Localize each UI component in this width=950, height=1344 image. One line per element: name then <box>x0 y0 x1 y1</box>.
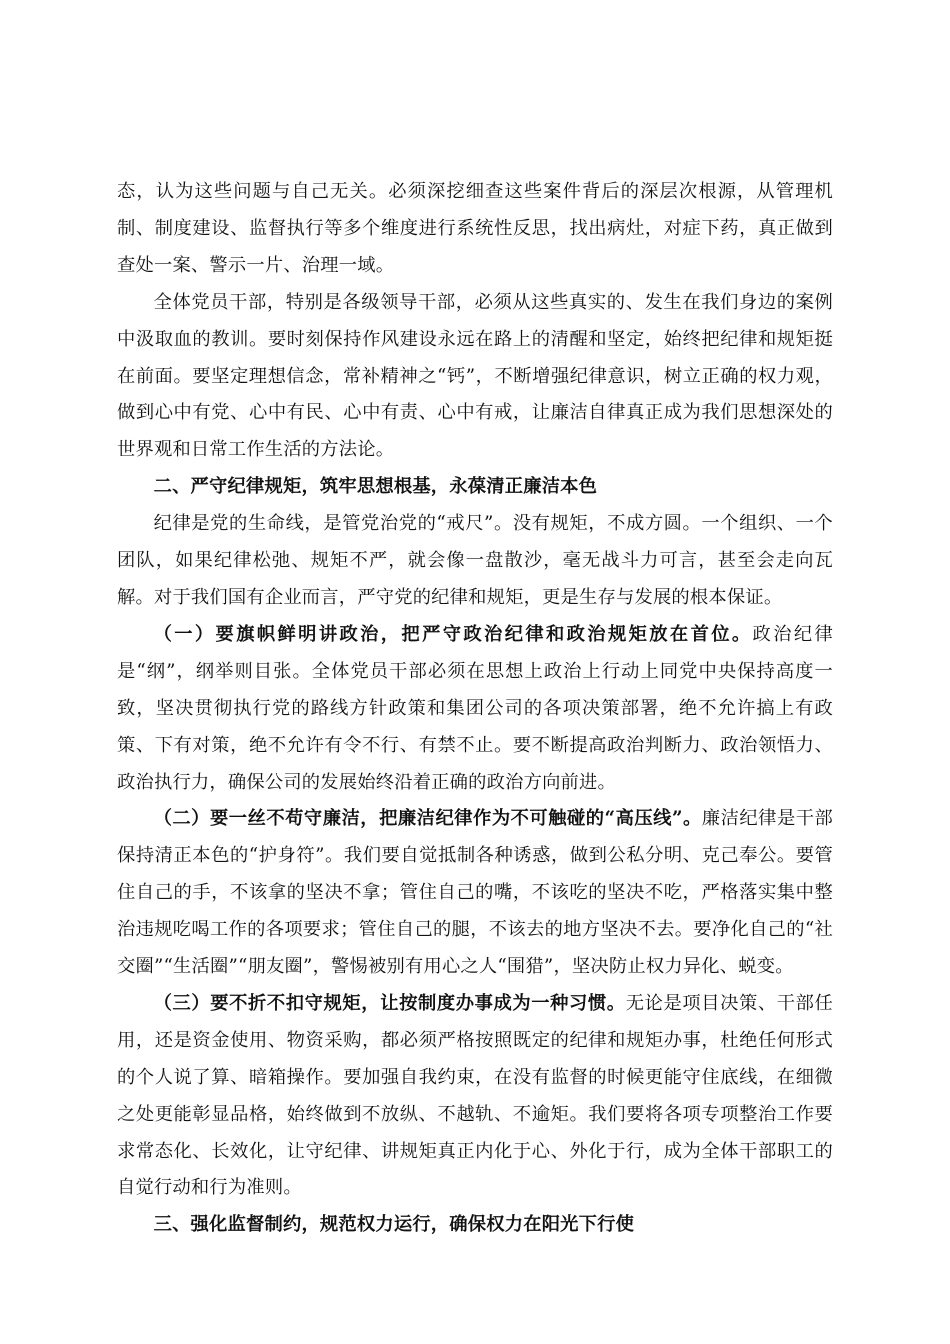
document-body <box>117 174 833 1244</box>
paragraph-lead: （二）要一丝不苟守廉洁，把廉洁纪律作为不可触碰的“高压线”。 <box>153 808 702 830</box>
paragraph-text: 廉洁纪律是干部保持清正本色的“护身符”。我们要自觉抵制各种诱惑，做到公私分明、克己奉公。要管住自己的手，不该拿的坚决不拿；管住自己的嘴，不该吃的坚决不吃，严格落实集中整治违规吃喝工作的各项要求；管住自己的腿，不该去的地方坚决不去。要净化自己的“社交圈”“生活圈”“朋友圈”，警惕被别有用心之人“围猎”，坚决防止权力异化、蜕变。 <box>117 808 834 978</box>
paragraph-text: 全体党员干部，特别是各级领导干部，必须从这些真实的、发生在我们身边的案例中汲取血的教训。要时刻保持作风建设永远在路上的清醒和坚定，始终把纪律和规矩挺在前面。要坚定理想信念，常补精神之“钙”，不断增强纪律意识，树立正确的权力观，做到心中有党、心中有民、心中有责、心中有戒，让廉洁自律真正成为我们思想深处的世界观和日常工作生活的方法论。 <box>117 291 833 461</box>
paragraph-text: 纪律是党的生命线，是管党治党的“戒尺”。没有规矩，不成方圆。一个组织、一个团队，如果纪律松弛、规矩不严，就会像一盘散沙，毫无战斗力可言，甚至会走向瓦解。对于我们国有企业而言，严守党的纪律和规矩，更是生存与发展的根本保证。 <box>117 513 833 608</box>
section-heading-3 <box>117 1207 833 1244</box>
paragraph-text: 政治纪律是“纲”，纲举则目张。全体党员干部必须在思想上政治上行动上同党中央保持高度一致，坚决贯彻执行党的路线方针政策和集团公司的各项决策部署，绝不允许搞上有政策、下有对策，绝不允许有令不行、有禁不止。要不断提高政治判断力、政治领悟力、政治执行力，确保公司的发展始终沿着正确的政治方向前进。 <box>117 623 833 793</box>
heading-text: 三、强化监督制约，规范权力运行，确保权力在阳光下行使 <box>153 1214 635 1236</box>
paragraph-rules <box>117 986 833 1207</box>
paragraph-political-discipline <box>117 617 833 802</box>
paragraph-lessons <box>117 285 833 470</box>
section-heading-2 <box>117 469 833 506</box>
paragraph-discipline <box>117 506 833 617</box>
paragraph-continuation <box>117 174 833 285</box>
paragraph-text: 态，认为这些问题与自己无关。必须深挖细查这些案件背后的深层次根源，从管理机制、制度建设、监督执行等多个维度进行系统性反思，找出病灶，对症下药，真正做到查处一案、警示一片、治理一域。 <box>117 181 833 276</box>
paragraph-lead: （一）要旗帜鲜明讲政治，把严守政治纪律和政治规矩放在首位。 <box>153 623 753 645</box>
heading-text: 二、严守纪律规矩，筑牢思想根基，永葆清正廉洁本色 <box>153 476 598 498</box>
paragraph-integrity-discipline <box>117 801 833 986</box>
paragraph-lead: （三）要不折不扣守规矩，让按制度办事成为一种习惯。 <box>153 992 626 1014</box>
paragraph-text: 无论是项目决策、干部任用，还是资金使用、物资采购，都必须严格按照既定的纪律和规矩办事，杜绝任何形式的个人说了算、暗箱操作。要加强自我约束，在没有监督的时候更能守住底线，在细微之处更能彰显品格，始终做到不放纵、不越轨、不逾矩。我们要将各项专项整治工作要求常态化、长效化，让守纪律、讲规矩真正内化于心、外化于行，成为全体干部职工的自觉行动和行为准则。 <box>117 992 834 1199</box>
